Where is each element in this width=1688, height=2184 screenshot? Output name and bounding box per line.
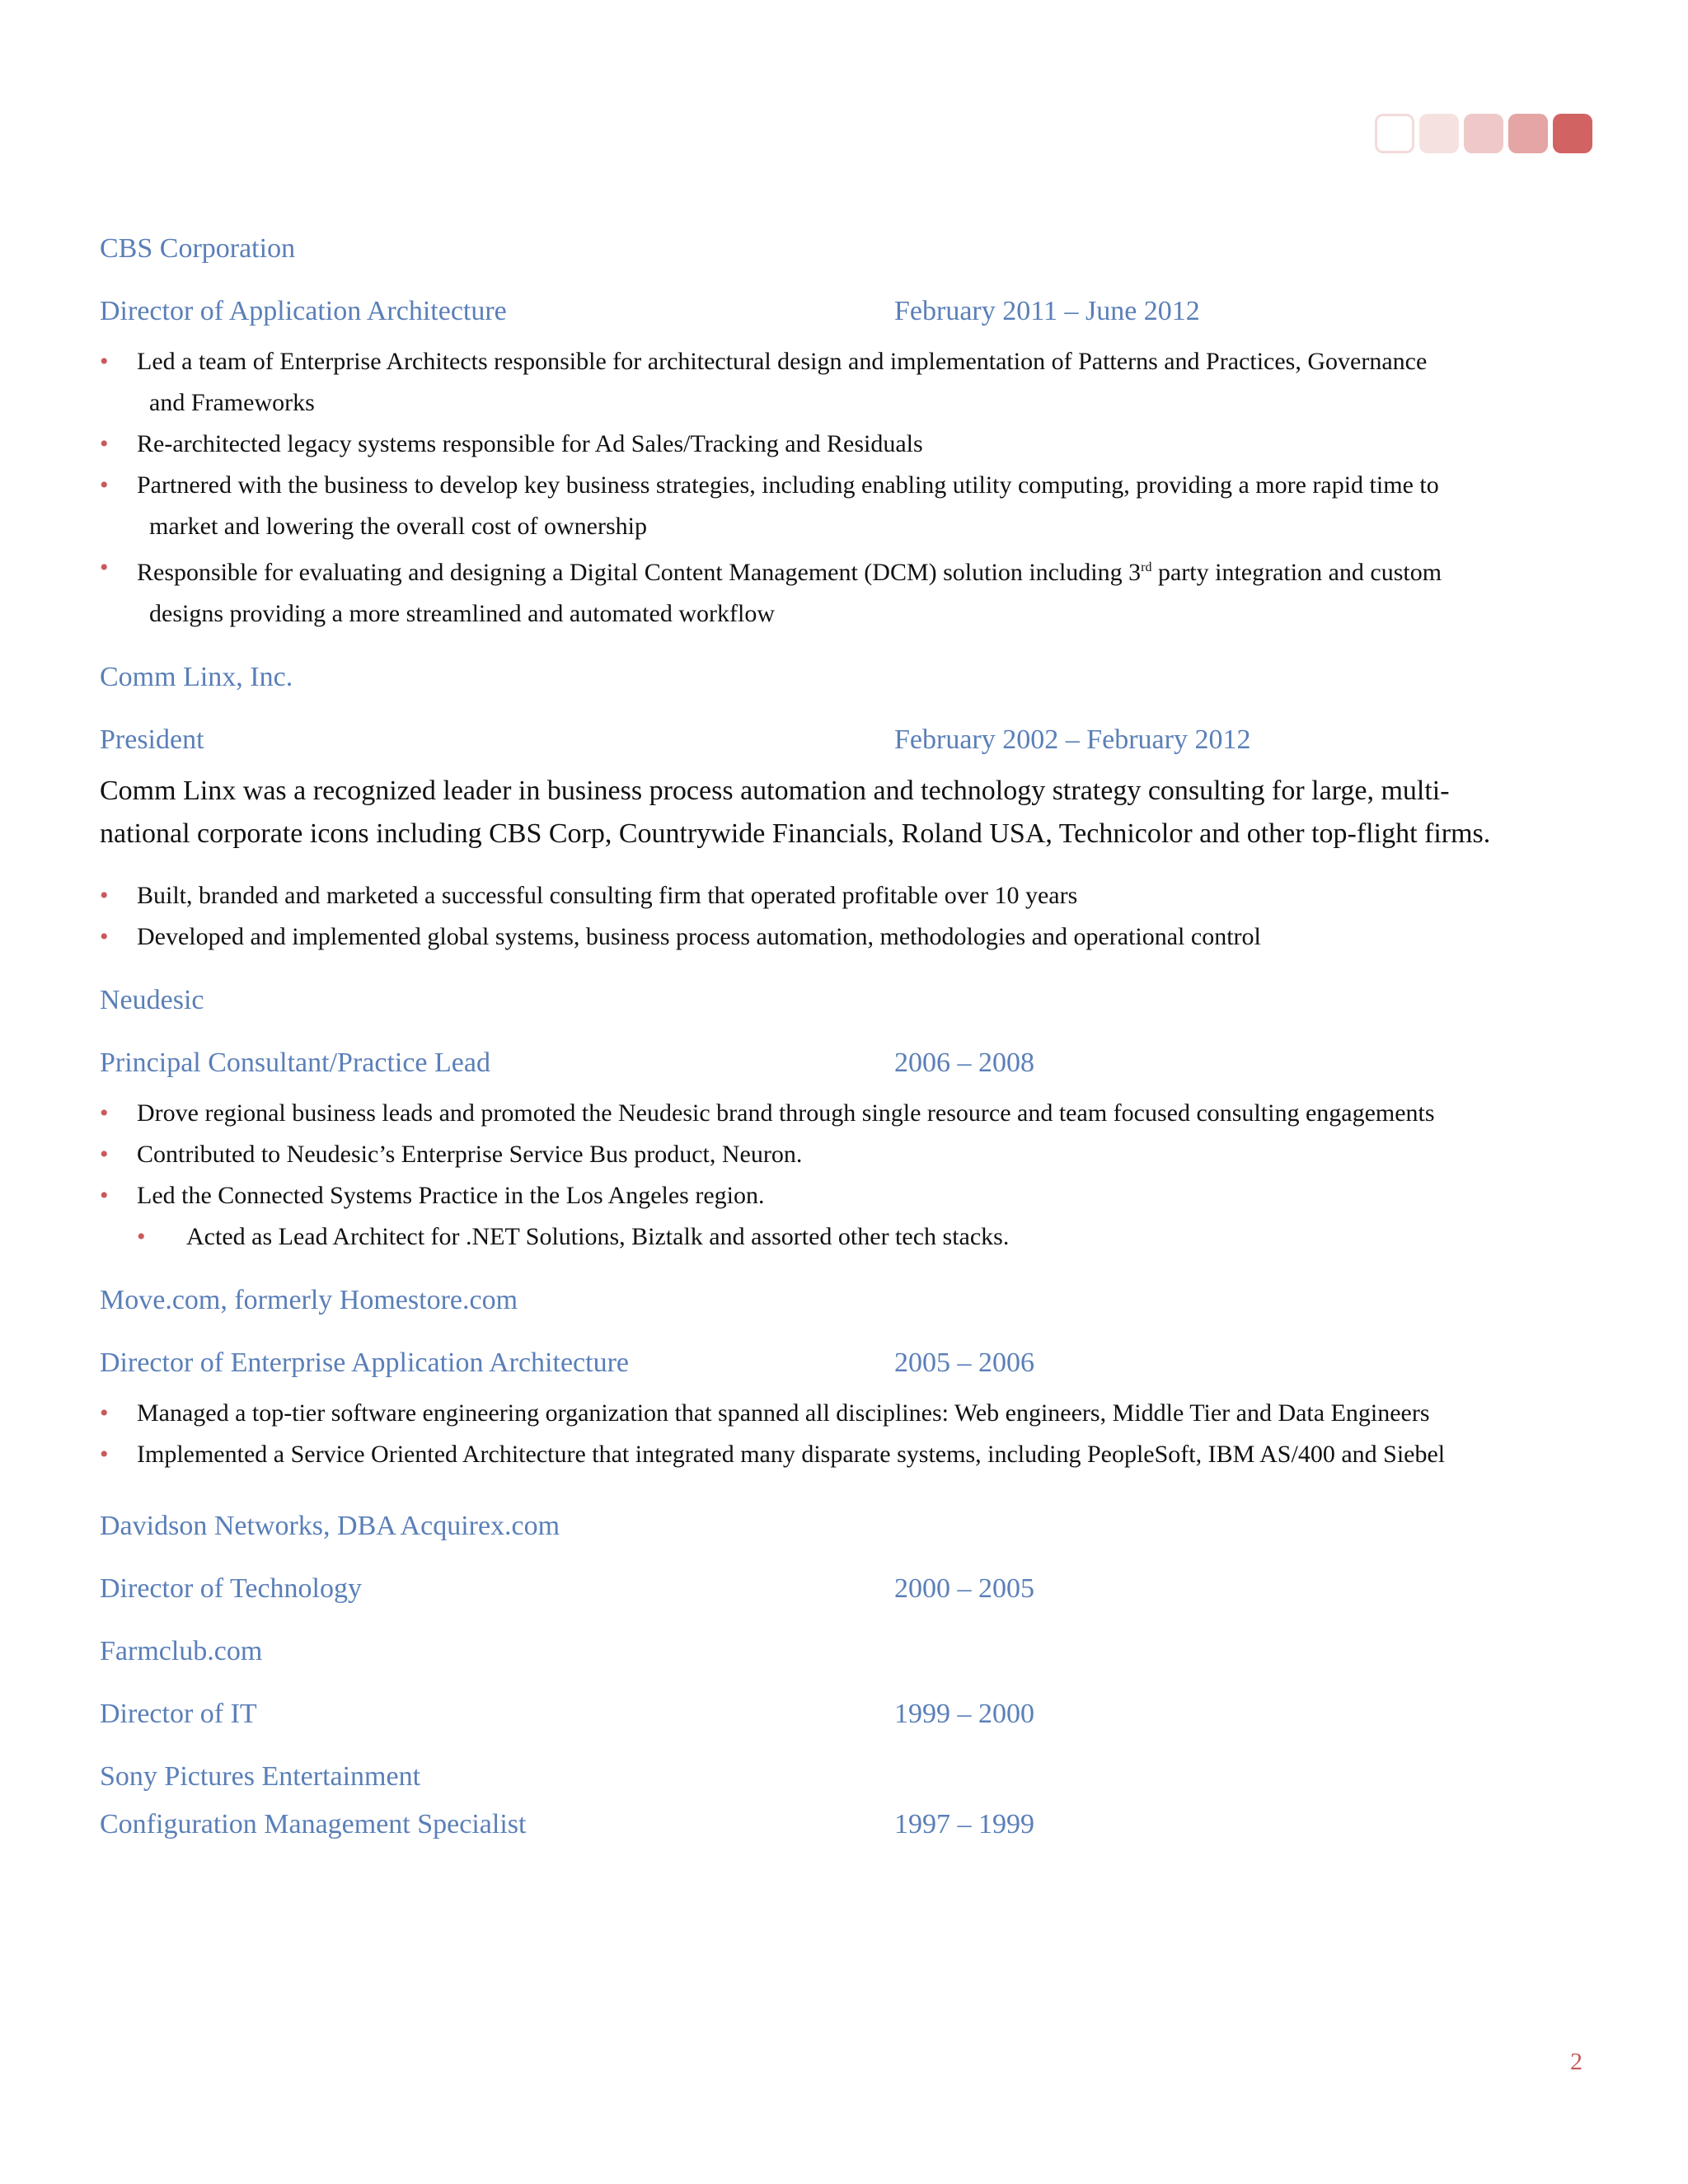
- job-entry: [100, 659, 1583, 958]
- list-item: • Developed and implemented global systems, business process automation, methodologies and operational control: [100, 916, 1583, 958]
- job-title: Principal Consultant/Practice Lead: [100, 1047, 490, 1078]
- role-row: [100, 1045, 1583, 1081]
- job-dates: 2005 – 2006: [894, 1347, 1034, 1378]
- job-entry: [100, 982, 1583, 1258]
- list-item: • Drove regional business leads and promoted the Neudesic brand through single resource and team focused consulting engagements: [100, 1093, 1583, 1134]
- bullet-icon: •: [100, 1099, 109, 1127]
- bullet-icon: •: [100, 882, 109, 909]
- list-item: • Led the Connected Systems Practice in the Los Angeles region.: [100, 1175, 1583, 1216]
- square-2: [1419, 114, 1459, 153]
- job-entry: [100, 1508, 1583, 1607]
- list-item: • Responsible for evaluating and designing a Digital Content Management (DCM) solution including 3rd party integration and custom designs providing a more streamlined and automated workflow: [100, 547, 1583, 635]
- job-dates: February 2002 – February 2012: [894, 724, 1251, 755]
- job-entry: [100, 231, 1583, 635]
- company-name: Move.com, formerly Homestore.com: [100, 1285, 518, 1315]
- company-name: Davidson Networks, DBA Acquirex.com: [100, 1511, 560, 1541]
- bullet-icon: •: [100, 430, 109, 457]
- role-row: [100, 1696, 1583, 1732]
- square-1: [1375, 114, 1414, 153]
- bullet-list: [100, 341, 1583, 635]
- job-dates: 1999 – 2000: [894, 1699, 1034, 1729]
- job-title: Director of Application Architecture: [100, 296, 507, 326]
- job-dates: February 2011 – June 2012: [894, 296, 1200, 326]
- sub-list-item: • Acted as Lead Architect for .NET Solutions, Biztalk and assorted other tech stacks.: [100, 1216, 1583, 1258]
- company-name: Neudesic: [100, 985, 204, 1015]
- job-title: Director of Technology: [100, 1573, 363, 1604]
- experience-section: [100, 231, 1583, 1854]
- job-dates: 2000 – 2005: [894, 1573, 1034, 1604]
- job-title: Director of Enterprise Application Architecture: [100, 1347, 629, 1378]
- square-3: [1464, 114, 1503, 153]
- list-item: • Re-architected legacy systems responsible for Ad Sales/Tracking and Residuals: [100, 424, 1583, 465]
- list-item: • Built, branded and marketed a successful consulting firm that operated profitable over 10 years: [100, 875, 1583, 916]
- company-name: Comm Linx, Inc.: [100, 662, 293, 692]
- bullet-icon: •: [137, 1223, 146, 1250]
- list-item: • Managed a top-tier software engineering organization that spanned all disciplines: Web engineers, Middle Tier and Data Engineers: [100, 1393, 1583, 1434]
- company-description: Comm Linx was a recognized leader in business process automation and technology strategy consulting for large, multi- national corporate icons including CBS Corp, Countrywide Financials, Roland USA, Technicolor and other top-flight firms.: [100, 776, 1491, 849]
- bullet-list: [100, 1093, 1583, 1258]
- role-row: [100, 1807, 1583, 1843]
- bullet-icon: •: [100, 471, 109, 499]
- company-name: CBS Corporation: [100, 233, 296, 264]
- job-entry: [100, 1633, 1583, 1732]
- bullet-list: [100, 1393, 1583, 1475]
- bullet-icon: •: [100, 554, 109, 581]
- square-5: [1553, 114, 1592, 153]
- bullet-list: [100, 875, 1583, 958]
- job-title: Configuration Management Specialist: [100, 1809, 527, 1840]
- job-title: Director of IT: [100, 1699, 257, 1729]
- square-4: [1508, 114, 1548, 153]
- decorative-squares: [1375, 114, 1592, 153]
- bullet-icon: •: [100, 348, 109, 375]
- role-row: [100, 722, 1583, 758]
- role-row: [100, 1345, 1583, 1381]
- bullet-icon: •: [100, 923, 109, 950]
- role-row: [100, 293, 1583, 330]
- bullet-icon: •: [100, 1399, 109, 1427]
- job-entry: [100, 1282, 1583, 1475]
- list-item: • Implemented a Service Oriented Architecture that integrated many disparate systems, including PeopleSoft, IBM AS/400 and Siebel: [100, 1434, 1583, 1475]
- company-name: Sony Pictures Entertainment: [100, 1761, 421, 1792]
- company-name: Farmclub.com: [100, 1636, 263, 1666]
- job-dates: 1997 – 1999: [894, 1809, 1034, 1840]
- job-dates: 2006 – 2008: [894, 1047, 1034, 1078]
- role-row: [100, 1571, 1583, 1607]
- bullet-icon: •: [100, 1182, 109, 1209]
- page-number: 2: [1570, 2048, 1582, 2075]
- list-item: • Partnered with the business to develop key business strategies, including enabling utility computing, providing a more rapid time to market and lowering the overall cost of ownership: [100, 465, 1583, 547]
- list-item: • Contributed to Neudesic’s Enterprise Service Bus product, Neuron.: [100, 1134, 1583, 1175]
- bullet-icon: •: [100, 1141, 109, 1168]
- job-entry: [100, 1759, 1583, 1843]
- list-item: • Led a team of Enterprise Architects responsible for architectural design and implementation of Patterns and Practices, Governance and Frameworks: [100, 341, 1583, 424]
- job-title: President: [100, 724, 204, 755]
- bullet-icon: •: [100, 1441, 109, 1468]
